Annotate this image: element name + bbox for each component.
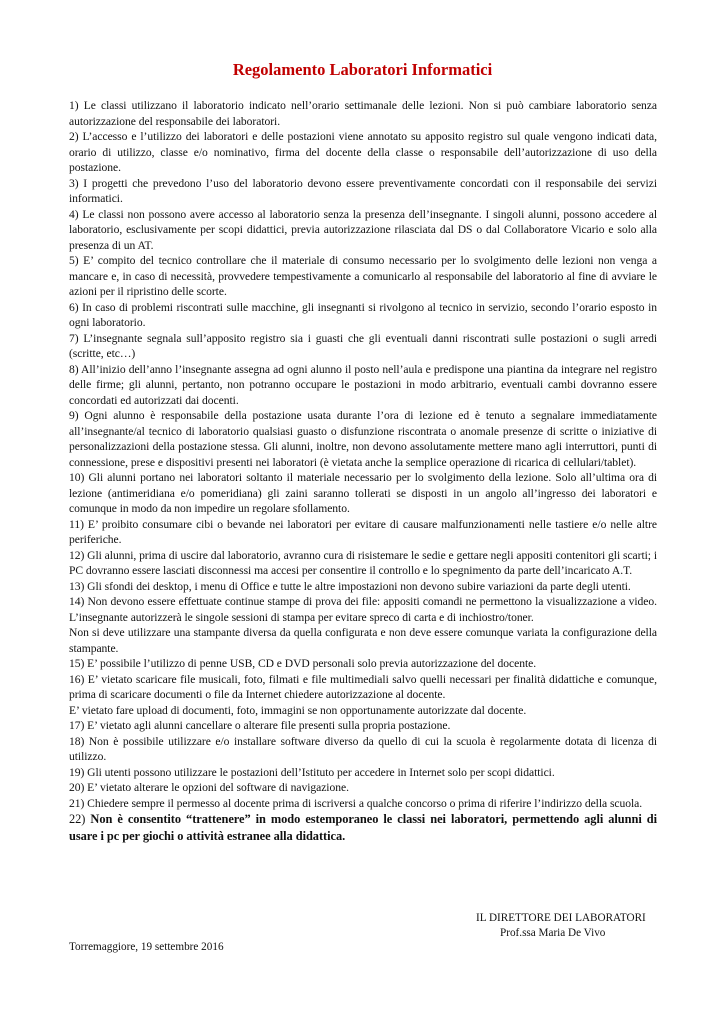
rule-3: 3) I progetti che prevedono l’uso del laboratorio devono essere preventivamente concordati con il responsabile dei servizi informatici. bbox=[69, 176, 657, 205]
rule-19: 19) Gli utenti possono utilizzare le postazioni dell’Istituto per accedere in Internet solo per scopi didattici. bbox=[69, 765, 555, 779]
rule-2: 2) L’accesso e l’utilizzo dei laboratori e delle postazioni viene annotato su apposito registro sul quale vengono indicati data, orario di utilizzo, classe e/o nominativo, firma del docente della classe o responsabile dell’autorizzazione di uso della postazione. bbox=[69, 130, 657, 174]
place-date: Torremaggiore, 19 settembre 2016 bbox=[69, 941, 224, 953]
rule-16-continued: E’ vietato fare upload di documenti, foto, immagini se non opportunamente autorizzate dal docente. bbox=[69, 703, 527, 717]
rule-20: 20) E’ vietato alterare le opzioni del software di navigazione. bbox=[69, 781, 349, 794]
rule-22 bbox=[69, 811, 657, 844]
rule-21: 21) Chiedere sempre il permesso al docente prima di iscriversi a qualche concorso o prima di riferire l’indirizzo della scuola. bbox=[69, 796, 643, 810]
rule-13: 13) Gli sfondi dei desktop, i menu di Office e tutte le altre impostazioni non devono subire variazioni da parte degli utenti. bbox=[69, 579, 631, 593]
rule-4: 4) Le classi non possono avere accesso al laboratorio senza la presenza dell’insegnante. I singoli alunni, possono accedere al laboratorio, esclusivamente per scopi didattici, previa autorizzazione rilasciata dal DS o dal Collaboratore Vicario e solo alla presenza di un AT. bbox=[69, 207, 657, 252]
rule-8: 8) All’inizio dell’anno l’insegnante assegna ad ogni alunno il posto nell’aula e predispone una piantina da integrare nel registro delle firme; gli alunni, pertanto, non potranno occupare le postazioni in modo arbitrario, eventuali cambi dovranno essere concordati ed autorizzati dai docenti. bbox=[69, 362, 657, 407]
rule-14-continued: Non si deve utilizzare una stampante diversa da quella configurata e non deve essere comunque variata la configurazione della stampante. bbox=[69, 626, 657, 655]
rule-16: 16) E’ vietato scaricare file musicali, foto, filmati e file multimediali salvo quelli necessari per finalità didattiche e comunque, prima di scaricare documenti o file da Internet chiedere autorizzazione al docente. bbox=[69, 672, 657, 701]
rule-22-text: Non è consentito “trattenere” in modo estemporaneo le classi nei laboratori, permettendo agli alunni di usare i pc per giochi o attività estranee alla didattica. bbox=[69, 812, 657, 843]
signature-block bbox=[476, 911, 646, 941]
rule-11: 11) E’ proibito consumare cibi o bevande nei laboratori per evitare di causare malfunzionamenti nelle tastiere e/o nelle altre periferiche. bbox=[69, 517, 657, 546]
rule-17: 17) E’ vietato agli alunni cancellare o alterare file presenti sulla propria postazione. bbox=[69, 719, 451, 732]
rule-5: 5) E’ compito del tecnico controllare che il materiale di consumo necessario per lo svolgimento delle lezioni non venga a mancare e, in caso di necessità, provvedere tempestivamente a comunicarlo al responsabile del laboratorio al fine di avviare le azioni per il ripristino delle scorte. bbox=[69, 254, 657, 298]
rule-12: 12) Gli alunni, prima di uscire dal laboratorio, avranno cura di risistemare le sedie e gettare negli appositi contenitori gli scarti; i PC dovranno essere lasciati disconnessi ma accesi per consentire il controllo e lo spegnimento da parte dell’incaricato A.T. bbox=[69, 548, 657, 577]
rules-list bbox=[69, 98, 657, 844]
rule-1: 1) Le classi utilizzano il laboratorio indicato nell’orario settimanale delle lezioni. Non si può cambiare laboratorio senza autorizzazione del responsabile dei laboratori. bbox=[69, 99, 657, 128]
rule-7: 7) L’insegnante segnala sull’apposito registro sia i guasti che gli eventuali danni riscontrati sulle postazioni o sugli arredi (scritte, etc…) bbox=[69, 331, 657, 360]
rule-14: 14) Non devono essere effettuate continue stampe di prova dei file: appositi comandi ne permettono la visualizzazione a video. L’insegnante autorizzerà le singole sessioni di stampa per evitare spreco di carta e di inchiostro/toner. bbox=[69, 595, 657, 624]
signature-name: Prof.ssa Maria De Vivo bbox=[500, 927, 606, 939]
rule-15: 15) E’ possibile l’utilizzo di penne USB, CD e DVD personali solo previa autorizzazione del docente. bbox=[69, 657, 537, 670]
rule-18: 18) Non è possibile utilizzare e/o installare software diverso da quello di cui la scuola è regolarmente dotata di licenza di utilizzo. bbox=[69, 734, 657, 763]
rule-22-number: 22) bbox=[69, 812, 86, 826]
rule-9: 9) Ogni alunno è responsabile della postazione usata durante l’ora di lezione ed è tenuto a segnalare immediatamente all’insegnante/al tecnico di laboratorio qualsiasi guasto o disfunzione riscontrata o anomale presenze di scritte o iniziative di personalizzazioni della postazione stessa. Gli alunni, inoltre, non devono assolutamente mettere mano agli interruttori, punti di connessione, prese e dispositivi presenti nei laboratori (è vietata anche la semplice operazione di ricarica di cellulari/tablet). bbox=[69, 409, 657, 469]
rule-6: 6) In caso di problemi riscontrati sulle macchine, gli insegnanti si rivolgono al tecnico in servizio, secondo l’orario esposto in ogni laboratorio. bbox=[69, 300, 657, 329]
signature-title: IL DIRETTORE DEI LABORATORI bbox=[476, 912, 646, 924]
document-title: Regolamento Laboratori Informatici bbox=[232, 60, 493, 79]
rule-10: 10) Gli alunni portano nei laboratori soltanto il materiale necessario per lo svolgimento della lezione. Solo all’ultima ora di lezione (antimeridiana e/o pomeridiana) gli zaini saranno tollerati se disposti in un angolo all’ingresso dei laboratori e comunque in modo da non impedire un regolare sfollamento. bbox=[69, 471, 657, 515]
